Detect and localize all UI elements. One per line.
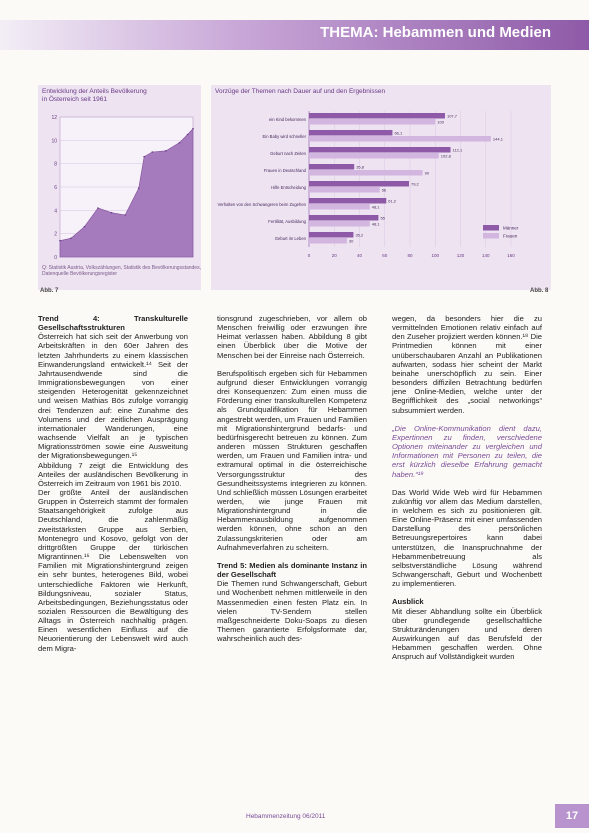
text-column-2 [217, 314, 367, 643]
data-label: 102,8 [440, 153, 451, 159]
figure-7-title: Entwicklung der Anteils Bevölkerung in Österreich seit 1961 [42, 88, 147, 103]
data-label: 35,2 [355, 232, 364, 238]
page-title: THEMA: Hebammen und Medien [320, 24, 551, 41]
bar [309, 221, 370, 227]
paragraph: Die Themen rund Schwangerschaft, Geburt und Wochenbett nehmen mittlerweile in den Massenmedien einen festen Platz ein. In vielen TV-Sendern stellen maßgeschneiderte Doku-Soaps zu diesen Themen garantierte Erfolgsformate dar, wahrscheinlich auch des- [217, 579, 367, 644]
paragraph: Berufspolitisch ergeben sich für Hebammen aufgrund dieser Entwicklungen vorrangig drei Konsequenzen: Zum einen muss die Förderung einer transkulturellen Kompetenz als Grundqualifikation für Hebammen angestrebt werden, um Frauen und Familien mit Migrationshintergrund bedarfs- und bedürfnisgerecht betreuen zu können. Zum anderen müssen Strukturen geschaffen werden, um Frauen und Familien intra- und extramural optimal in die österreichische Versorgungsstruktur des Gesundheitssystems integrieren zu können. Und schließlich müssen Lösungen erarbeitet werden, wie junge Frauen mit Migrationshintergrund in die Hebammenausbildung aufgenommen werden können, ohne schon an den Zulassungskriterien oder am Aufnahmeverfahren zu scheitern. [217, 368, 367, 552]
section-heading: Trend 5: Medien als dominante Instanz in der Gesellschaft [217, 560, 367, 580]
figure-8-label: Abb. 8 [530, 288, 549, 294]
figure-7-chart [38, 107, 201, 277]
bar [309, 215, 378, 221]
paragraph: tionsgrund zugeschrieben, vor allem ob Menschen freiwillig oder erzwungen ihre Heimat verlassen haben. Abbildung 8 gibt einen Überblick über die Motive der Menschen bei der Einreise nach Österreich. [217, 314, 367, 360]
data-point [70, 238, 72, 240]
data-label: 48,1 [371, 221, 380, 227]
data-point [84, 226, 86, 228]
legend-swatch [483, 233, 499, 239]
y-tick-label: 0 [54, 255, 57, 261]
figure-8-title: Vorzüge der Themen nach Dauer auf und den Ergebnissen [215, 88, 386, 95]
data-point [111, 212, 113, 214]
bar [309, 238, 347, 244]
paragraph: Abbildung 7 zeigt die Entwicklung des Anteiles der ausländischen Bevölkerung in Österreich im Zeitraum von 1961 bis 2010. [38, 460, 188, 488]
bar [309, 198, 386, 204]
data-label: 30 [348, 238, 354, 244]
text-column-1 [38, 314, 188, 653]
data-label: 79,2 [410, 181, 419, 187]
data-label: 56 [381, 187, 387, 193]
x-tick-label: 20 [331, 253, 337, 258]
bar [309, 232, 353, 238]
paragraph: Der größte Anteil der ausländischen Gruppen in Österreich stammt der formalen Staatsangehörigkeit zufolge aus Deutschland, die zahlenmäßig zweitstärksten Gruppe aus Serbien, Montenegro und Kosovo, gefolgt von der drittgrößten Gruppe der türkischen Migrantinnen.¹⁶ Die Lebenswelten von Familien mit Migrationshintergrund zeigen ein sehr buntes, heterogenes Bild, wobei unterschiedliche Faktoren wie Herkunft, Bildungsniveau, soziaIer Status, Arbeitsbedingungen, Beziehungsstatus oder sozialen Ressourcen die Bewältigung des Alltags in Österreich nachhaltig prägen. Einen wesentlichen Einfluss auf die Neuorientierung der Lebenswelt wird auch dem Migra- [38, 487, 188, 653]
data-point [143, 156, 145, 158]
bar [309, 130, 392, 136]
bar [309, 136, 491, 142]
category-label: Verhalten von den Schwangeren beim Zugehen [217, 202, 306, 207]
y-tick-label: 8 [54, 161, 57, 168]
y-tick-label: 12 [51, 115, 57, 121]
page-number: 17 [555, 804, 589, 828]
figure-8-chart [211, 97, 551, 287]
category-label: Geburt nach Zeiten [270, 151, 306, 156]
y-tick-label: 6 [54, 185, 57, 191]
y-tick-label: 10 [51, 138, 57, 145]
x-tick-label: 0 [307, 253, 311, 258]
bar [309, 119, 435, 125]
paragraph: wegen, da besonders hier die zu vermittelnden Emotionen relativ einfach auf den Zuseher projiziert werden können.¹⁸ Die Printmedien können mit einer unüberschaubaren Anzahl an Publikationen aufwarten, sodass hier scheint der Markt beinahe unerschöpflich zu sein. Einer besonders diffizilen Betrachtung bedürfen jene Online-Medien, welche unter der Begrifflichkeit des „social networkings“ subsummiert werden. [392, 314, 542, 415]
data-label: 55 [380, 215, 385, 221]
category-label: Frauen in Deutschland [263, 168, 306, 173]
x-tick-label: 120 [456, 253, 465, 258]
x-tick-label: 100 [431, 253, 440, 258]
data-label: 66,1 [394, 130, 403, 136]
pull-quote: „Die Online-Kommunikation dient dazu, Expertinnen zu finden, verschiedene Optionen miteinander zu vergleichen und Informationen mit Personen zu teilen, die erst kürzlich dieselbe Erfahrung gemacht haben.“¹⁹ [392, 423, 542, 479]
data-point [192, 128, 194, 130]
x-tick-label: 80 [407, 253, 413, 258]
figure-7-label: Abb. 7 [40, 288, 59, 294]
section-heading: Ausblick [392, 597, 424, 607]
x-tick-label: 40 [356, 253, 363, 258]
paragraph: Das World Wide Web wird für Hebammen zukünftig vor allem das Medium darstellen, in welchem es sich zu positionieren gilt. Eine Online-Präsenz mit einer umfassenden Darstellung des persönlichen Betreuungsrepertoires kann dabei unterstützen, die Inanspruchnahme der Hebammenbetreuung als selbstverständliche Lösung während Schwangerschaft, Geburt und Wochenbett zu implementieren. [392, 487, 542, 589]
text-column-3 [392, 314, 542, 661]
legend-label: Männer [503, 225, 519, 231]
category-label: ein Kind bekommen [268, 117, 306, 122]
data-point [97, 207, 99, 209]
bar [309, 164, 354, 170]
bar [309, 170, 423, 176]
figure-7 [38, 85, 201, 290]
data-label: 100 [437, 119, 444, 125]
paragraph: Mit dieser Abhandlung sollte ein Überblick über grundlegende gesellschaftliche Strukturänderungen und deren Auswirkungen auf das Berufsfeld der Hebammen geschaffen werden. Ohne Anspruch auf Vollständigkeit wurden [392, 606, 542, 662]
legend-label: Frauen [503, 233, 518, 239]
x-tick-label: 140 [481, 253, 490, 258]
x-tick-label: 60 [382, 253, 388, 258]
bar [309, 187, 380, 193]
section-heading: Trend 4: Transkulturelle Gesellschaftsstrukturen [38, 314, 188, 333]
bar [309, 153, 439, 159]
y-tick-label: 2 [54, 231, 57, 238]
data-label: 112,1 [452, 147, 463, 153]
figure-7-source: Q: Statistik Austria, Volkszählungen, Statistik des Bevölkerungsstandes, Datenquelle Bevölkerungsregister [42, 265, 201, 277]
data-point [138, 187, 140, 189]
data-label: 48,1 [371, 204, 380, 210]
legend-swatch [483, 225, 499, 231]
data-point [59, 240, 61, 242]
data-label: 61,2 [388, 198, 397, 204]
data-label: 35,8 [356, 164, 364, 170]
data-point [165, 150, 167, 152]
category-label: Ein Baby wird schneller [262, 134, 306, 139]
data-point [124, 214, 126, 216]
category-label: Hilfe Entscheidung [271, 185, 306, 190]
data-label: 144,1 [492, 136, 503, 142]
paragraph: Österreich hat sich seit der Anwerbung von Arbeitskräften in den 60er Jahren des letzten Jahrhunderts zu einem klassischen Einwanderungsland entwickelt.¹⁴ Seit der Jahrtausendwende sind die Immigrationsbewegungen von einer steigenden Heterogenität gekennzeichnet und weisen Mathias Bös zufolge vorrangig drei Tendenzen auf: eine Zunahme des Volumens und der zeitlichen Ausprägung internationaler Wanderungen, eine wachsende Vielfalt an je typischen Migrationsströmen sowie eine Ausweitung der Migrationsbewegungen.¹⁵ [38, 332, 188, 461]
y-tick-label: 4 [54, 208, 57, 215]
footer-publication: Hebammenzeitung 06/2011 [246, 813, 326, 820]
data-point [179, 142, 181, 144]
data-label: 107,7 [446, 113, 457, 119]
bar [309, 204, 370, 210]
category-label: Geburt im Leben [274, 236, 306, 241]
header-banner [0, 20, 589, 50]
bar [309, 113, 445, 119]
figure-8 [211, 85, 551, 290]
data-point [151, 151, 153, 153]
x-tick-label: 160 [507, 253, 515, 258]
data-point [187, 134, 189, 136]
bar [309, 181, 409, 187]
bar [309, 147, 451, 153]
category-label: Fertilität, Ausbildung [268, 219, 306, 224]
data-label: 90 [424, 170, 430, 176]
